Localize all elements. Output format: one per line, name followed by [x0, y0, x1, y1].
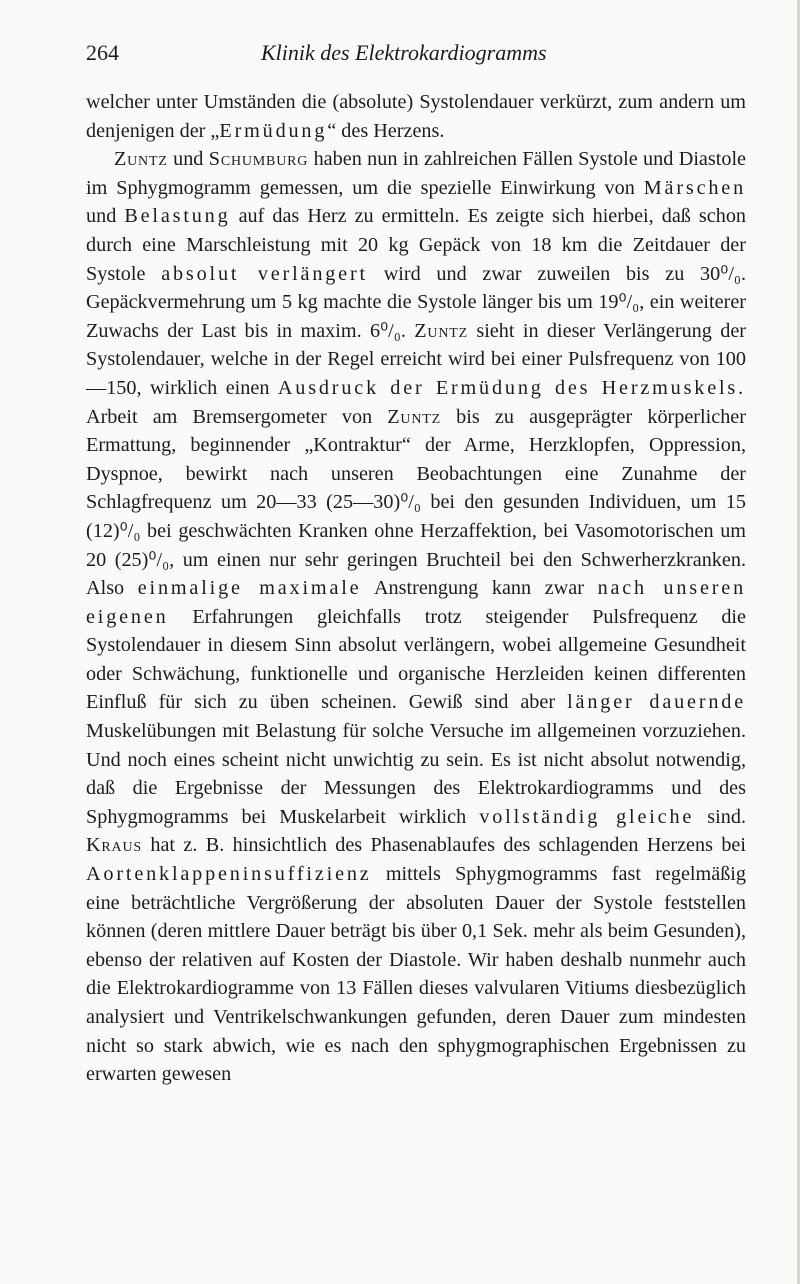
author-name: Kraus	[86, 834, 142, 857]
author-name: Schumburg	[208, 148, 309, 171]
percent-sign: ⁰/₀	[720, 262, 741, 285]
text-run: wird und zwar zuweilen bis zu 30	[367, 262, 721, 285]
text-run: sind.	[694, 805, 746, 828]
text-run: bei den gesunden Individuen, um 15 (12)	[86, 491, 746, 542]
paragraph	[86, 88, 746, 145]
percent-sign: ⁰/₀	[380, 319, 401, 342]
author-name: Zuntz	[387, 405, 441, 428]
text-run: , ein weiterer Zuwachs der Last bis in maxim. 6	[86, 291, 746, 342]
author-name: Zuntz	[114, 148, 168, 171]
percent-sign: ⁰/₀	[618, 291, 640, 314]
text-run: mittels Sphygmogramms fast regelmäßig eine beträchtliche Vergrößerung der absoluten Dauer der Systole feststellen können (deren mittlere Dauer beträgt bis über 0,1 Sek. mehr als beim Gesunden), ebenso der relativen auf Kosten der Diastole. Wir haben deshalb nunmehr auch die Elektrokardiogramme von 13 Fällen dieses valvularen Vitiums diesbezüglich analysiert und Ventrikelschwankungen gefunden, deren Dauer zum mindesten nicht so stark abwich, wie es nach den sphygmographischen Ergebnissen zu erwarten gewesen	[86, 863, 746, 1086]
text-run: bei geschwächten Kranken ohne Herzaffektion, bei Vasomotorischen um 20 (25)	[86, 519, 746, 571]
emphasis-text: nach unseren eigenen	[86, 577, 746, 628]
text-run: . Gepäckvermehrung um 5 kg machte die Systole länger bis um 19	[86, 262, 747, 314]
text-run: und	[167, 148, 209, 171]
text-run: Muskelübungen mit Belastung für solche Versuche im allgemeinen vorzuziehen. Und noch eines scheint nicht unwichtig zu sein. Es ist nicht absolut notwendig, daß die Ergebnisse der Messungen des Elektrokardiogramms und des Sphygmogramms bei Muskelarbeit wirklich	[86, 720, 746, 828]
running-title: Klinik des Elektrokardiogramms	[261, 40, 547, 65]
text-run: welcher unter Umständen die (absolute) Systolendauer verkürzt, zum andern um denjenigen der „	[86, 91, 746, 142]
text-run: hat z. B. hinsichtlich des Phasenablaufes des schlagenden Herzens bei	[141, 834, 746, 857]
emphasis-text: absolut verlängert	[161, 262, 368, 285]
text-run: sieht in dieser Verlängerung der Systolendauer, welche in der Regel erreicht wird bei einer Pulsfrequenz von 100—150, wirklich einen	[86, 319, 746, 399]
emphasis-text: Belastung	[124, 205, 231, 228]
emphasis-text: Märschen	[643, 176, 746, 199]
emphasis-text: Ausdruck der Ermüdung des Herzmuskels.	[277, 376, 746, 399]
emphasis-text: Ermüdung	[219, 119, 328, 142]
page-number: 264	[86, 40, 119, 65]
emphasis-text: vollständig gleiche	[479, 805, 695, 828]
emphasis-text: einmalige maximale	[137, 577, 362, 600]
percent-sign: ⁰/₀	[119, 519, 141, 542]
text-run: “ des Herzens.	[327, 119, 445, 142]
text-run: .	[400, 319, 415, 342]
text-run: und	[86, 205, 125, 228]
text-run: Arbeit am Bremsergometer von	[86, 405, 388, 428]
body-text	[86, 88, 746, 1089]
text-run: haben nun in zahlreichen Fällen Systole und Diastole im Sphygmogramm gemessen, um die spezielle Einwirkung von	[86, 148, 747, 199]
percent-sign: ⁰/₀	[148, 548, 170, 571]
text-run: Anstrengung kann zwar	[361, 577, 598, 600]
text-run: , um einen nur sehr geringen Bruchteil bei den Schwerherzkranken. Also	[86, 548, 746, 600]
emphasis-text: Aortenklappeninsuffizienz	[86, 863, 372, 886]
page-header	[86, 40, 746, 80]
author-name: Zuntz	[414, 319, 468, 342]
text-run: Erfahrungen gleichfalls trotz steigender Pulsfrequenz die Systolendauer in diesem Sinn absolut verlängern, wobei allgemeine Gesundheit oder Schwächung, funktionelle und organische Herzleiden keinen differenten Einfluß für sich zu üben scheinen. Gewiß sind aber	[86, 605, 746, 714]
emphasis-text: länger dauernde	[567, 691, 746, 714]
text-run: bis zu ausgeprägter körperlicher Ermattung, beginnender „Kontraktur“ der Arme, Herzklopfen, Oppression, Dyspnoe, bewirkt nach unseren Beobachtungen eine Zunahme der Schlagfrequenz um 20—33 (25—30)	[86, 405, 746, 514]
percent-sign: ⁰/₀	[400, 491, 421, 514]
paragraph	[86, 145, 746, 1089]
text-run: auf das Herz zu ermitteln. Es zeigte sich hierbei, daß schon durch eine Marschleistung mit 20 kg Gepäck von 18 km die Zeitdauer der Systole	[86, 205, 747, 285]
